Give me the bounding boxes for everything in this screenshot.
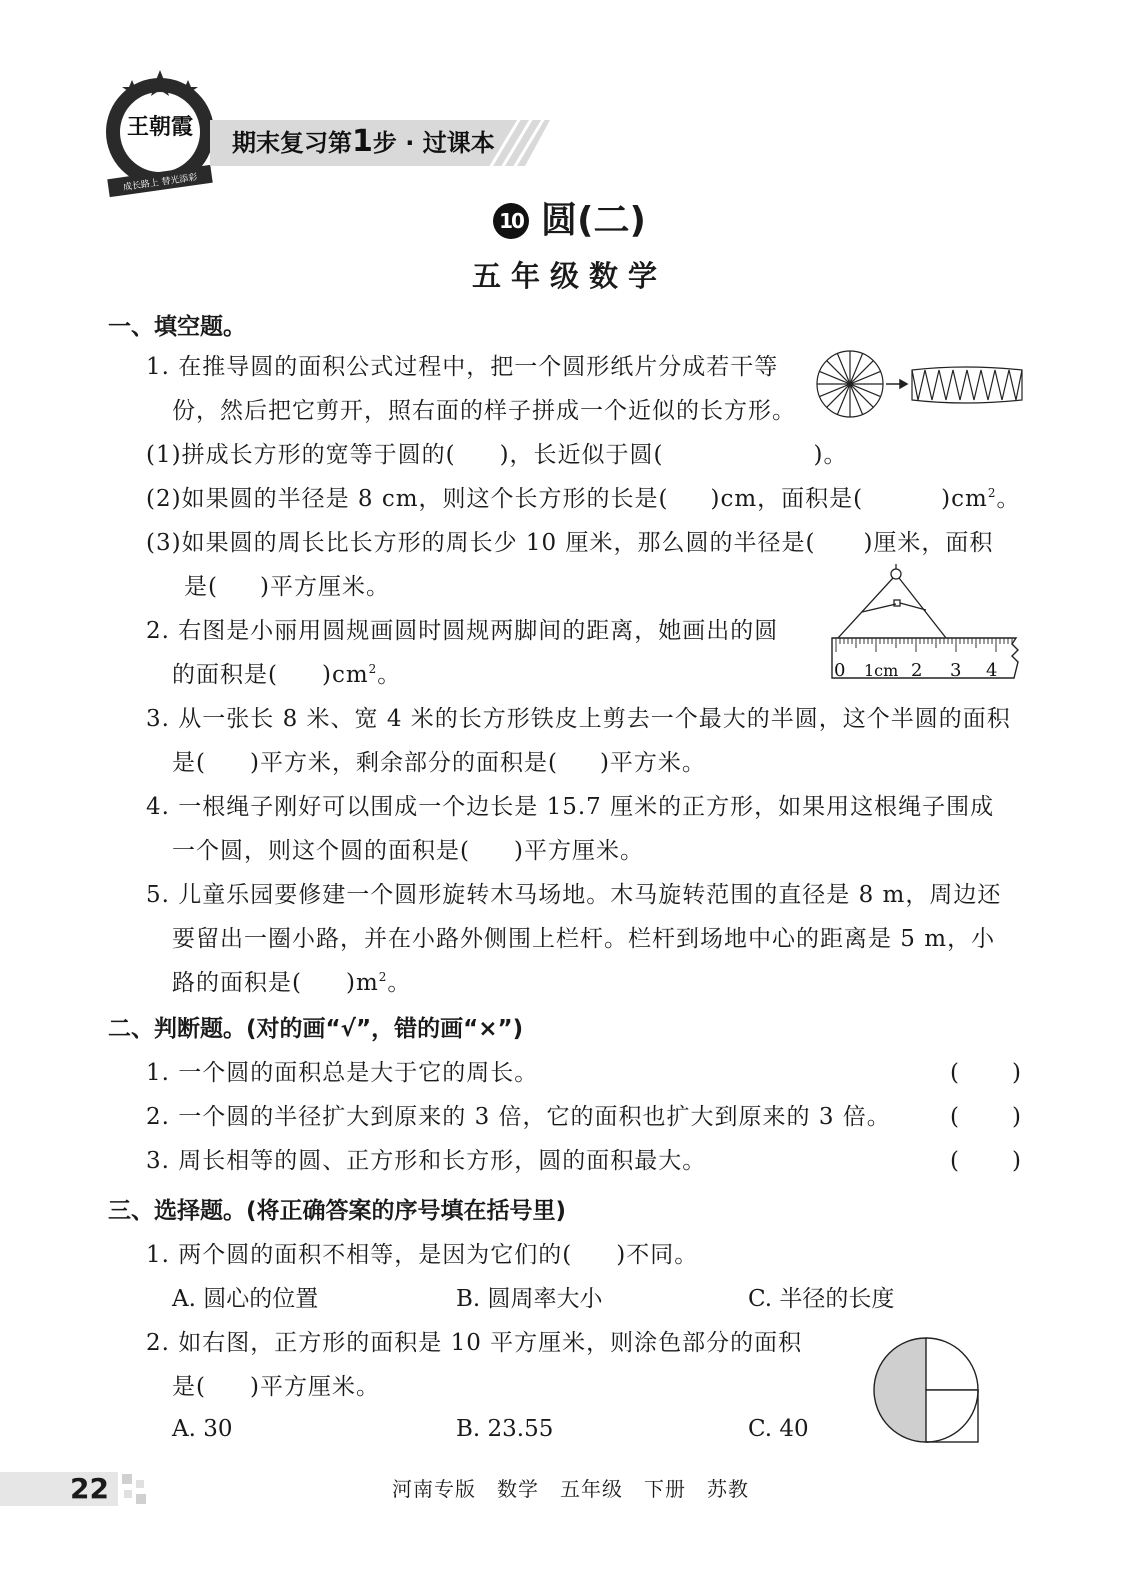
s1-q1-1: (1)拼成长方形的宽等于圆的( )，长近似于圆( )。 xyxy=(146,442,848,468)
footer-edition: 河南专版 数学 五年级 下册 苏教 xyxy=(392,1477,749,1501)
s2-answer-close-2: ) xyxy=(1012,1104,1021,1130)
s1-q1-3-cont: 是( )平方厘米。 xyxy=(184,574,390,600)
s3-q1: 1. 两个圆的面积不相等，是因为它们的( )不同。 xyxy=(146,1242,699,1268)
s2-answer-open-2: ( xyxy=(950,1104,959,1130)
section2-heading: 二、判断题。(对的画“√”，错的画“×”) xyxy=(108,1016,524,1042)
s3-q2-line2: 是( )平方厘米。 xyxy=(172,1374,380,1400)
header-banner-text: 期末复习第1步 · 过课本 xyxy=(232,124,495,159)
s1-q1-3: (3)如果圆的周长比长方形的周长少 10 厘米，那么圆的半径是( )厘米，面积 xyxy=(146,530,994,556)
s1-q5-line1: 5. 儿童乐园要修建一个圆形旋转木马场地。木马旋转范围的直径是 8 m，周边还 xyxy=(146,882,1002,908)
s1-q5-line2: 要留出一圈小路，并在小路外侧围上栏杆。栏杆到场地中心的距离是 5 m，小 xyxy=(172,926,996,952)
s1-q1-line2: 份，然后把它剪开，照右面的样子拼成一个近似的长方形。 xyxy=(172,398,796,424)
svg-text:王朝霞: 王朝霞 xyxy=(126,114,194,140)
svg-text:成长路上 替光添彩: 成长路上 替光添彩 xyxy=(122,172,199,194)
ruler-label-0: 0 xyxy=(834,660,846,681)
page-number: 22 xyxy=(70,1472,109,1505)
s2-answer-close-3: ) xyxy=(1012,1148,1021,1174)
lesson-title: 10 圆(二) xyxy=(0,198,1139,244)
s3-q2-line1: 2. 如右图，正方形的面积是 10 平方厘米，则涂色部分的面积 xyxy=(146,1330,803,1356)
compass-icon xyxy=(838,564,946,638)
s1-q2-line2: 的面积是( )$cm^2$。 xyxy=(172,662,402,688)
lesson-subtitle: 五年级数学 xyxy=(471,259,667,293)
lesson-number-badge: 10 xyxy=(493,203,529,239)
ruler-label-3: 3 xyxy=(950,660,962,681)
shaded-circle-square-figure xyxy=(872,1336,982,1446)
s1-q4-line2: 一个圆，则这个圆的面积是( )平方厘米。 xyxy=(172,838,644,864)
s2-item-3: 3. 周长相等的圆、正方形和长方形，圆的面积最大。 xyxy=(146,1148,707,1174)
arrow-icon xyxy=(886,380,907,388)
ruler-label-2: 2 xyxy=(911,660,923,681)
s3-q2-option-b: B. 23.55 xyxy=(456,1416,554,1442)
s3-q2-option-c: C. 40 xyxy=(748,1416,809,1442)
s1-q3-line2: 是( )平方米，剩余部分的面积是( )平方米。 xyxy=(172,750,706,776)
s2-answer-open-1: ( xyxy=(950,1060,959,1086)
s3-q1-option-c: C. 半径的长度 xyxy=(748,1286,895,1312)
section1-heading: 一、填空题。 xyxy=(108,314,246,340)
s2-item-2: 2. 一个圆的半径扩大到原来的 3 倍，它的面积也扩大到原来的 3 倍。 xyxy=(146,1104,891,1130)
approx-rectangle xyxy=(912,367,1022,403)
s2-item-1: 1. 一个圆的面积总是大于它的周长。 xyxy=(146,1060,539,1086)
sectored-circle xyxy=(817,351,883,417)
ruler-label-4: 4 xyxy=(986,660,998,681)
s3-q2-option-a: A. 30 xyxy=(172,1416,233,1442)
s2-answer-close-1: ) xyxy=(1012,1060,1021,1086)
ruler-label-1: 1cm xyxy=(864,661,899,680)
s3-q1-option-a: A. 圆心的位置 xyxy=(172,1286,319,1312)
s1-q4-line1: 4. 一根绳子刚好可以围成一个边长是 15.7 厘米的正方形，如果用这根绳子围成 xyxy=(146,794,995,820)
section3-heading: 三、选择题。(将正确答案的序号填在括号里) xyxy=(108,1198,567,1224)
square xyxy=(926,1390,978,1442)
s1-q1-2: (2)如果圆的半径是 8 cm，则这个长方形的长是( )cm，面积是( )$cm^2$。 xyxy=(146,486,1021,512)
compass-ruler-figure xyxy=(826,560,1026,686)
s1-q5-line3: 路的面积是( )$m^2$。 xyxy=(172,970,412,996)
s1-q1-line1: 1. 在推导圆的面积公式过程中，把一个圆形纸片分成若干等 xyxy=(146,354,779,380)
circle-to-rectangle-figure xyxy=(814,348,1026,424)
s2-answer-open-3: ( xyxy=(950,1148,959,1174)
s3-q1-option-b: B. 圆周率大小 xyxy=(456,1286,603,1312)
footer-squares xyxy=(120,1472,150,1506)
s1-q2-line1: 2. 右图是小丽用圆规画圆时圆规两脚间的距离，她画出的圆 xyxy=(146,618,779,644)
s1-q3-line1: 3. 从一张长 8 米、宽 4 米的长方形铁皮上剪去一个最大的半圆，这个半圆的面积 xyxy=(146,706,1011,732)
